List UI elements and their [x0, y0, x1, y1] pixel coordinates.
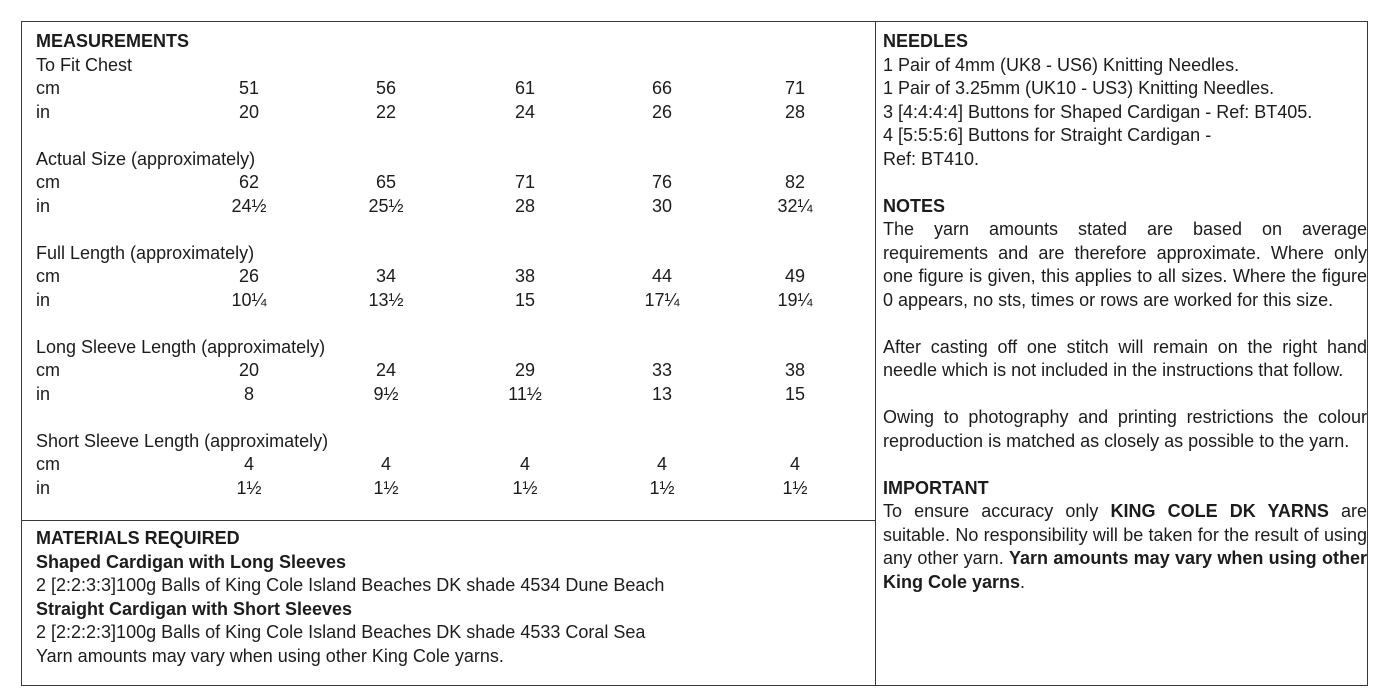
needles-line: 3 [4:4:4:4] Buttons for Shaped Cardigan - Ref: BT405. — [883, 101, 1313, 122]
size-value: 25½ — [368, 195, 404, 216]
size-value: 76 — [651, 172, 673, 192]
size-value: 1½ — [373, 477, 399, 498]
size-value: 32¼ — [777, 195, 813, 216]
measurement-row — [36, 195, 866, 219]
notes-heading: NOTES — [883, 195, 946, 216]
size-value: 28 — [784, 101, 806, 122]
section-title: Short Sleeve Length (approximately) — [36, 430, 329, 451]
size-value: 62 — [238, 172, 260, 192]
size-value: 19¼ — [777, 289, 813, 310]
size-value: 17¼ — [644, 289, 680, 310]
notes-paragraph: The yarn amounts stated are based on average requirements and are therefore approximate. Where only one figure is given, this applies to all sizes. Where the figure 0 appears, no sts, times or rows are worked for this size. — [883, 219, 1367, 310]
unit-label: cm — [36, 360, 60, 380]
size-value: 51 — [238, 78, 260, 98]
unit-label: in — [36, 195, 51, 216]
size-value: 13½ — [368, 289, 404, 310]
shaped-cardigan-yarn: 2 [2:2:3:3]100g Balls of King Cole Island Beaches DK shade 4534 Dune Beach — [36, 575, 665, 595]
unit-label: cm — [36, 266, 60, 286]
measurement-row — [36, 77, 866, 101]
unit-label: cm — [36, 172, 60, 192]
size-value: 28 — [514, 195, 536, 216]
size-value: 66 — [651, 78, 673, 98]
unit-label: cm — [36, 454, 60, 474]
size-value: 4 — [243, 454, 254, 474]
materials-heading: MATERIALS REQUIRED — [36, 528, 240, 548]
size-value: 4 — [380, 454, 391, 474]
size-value: 33 — [651, 360, 673, 380]
notes-paragraph: After casting off one stitch will remain on the right hand needle which is not included in the instructions that follow. — [883, 336, 1367, 380]
size-value: 4 — [789, 454, 800, 474]
size-value: 1½ — [236, 477, 262, 498]
size-value: 24 — [514, 101, 536, 122]
important-text: . — [1020, 571, 1026, 592]
size-value: 44 — [651, 266, 673, 286]
section-divider — [21, 520, 876, 521]
size-value: 10¼ — [231, 289, 267, 310]
needles-heading: NEEDLES — [883, 31, 969, 51]
measurement-row — [36, 359, 866, 383]
measurement-row — [36, 477, 866, 501]
size-value: 9½ — [373, 383, 399, 404]
size-value: 1½ — [512, 477, 538, 498]
size-value: 34 — [375, 266, 397, 286]
straight-cardigan-title: Straight Cardigan with Short Sleeves — [36, 598, 353, 619]
size-value: 71 — [514, 172, 536, 192]
size-value: 4 — [656, 454, 667, 474]
important-bold: Yarn amounts may vary when using other King Cole yarns — [883, 548, 1367, 592]
important-text: are suitable. No responsibility will be taken for the result of using any other yarn. — [883, 501, 1367, 568]
size-value: 1½ — [782, 477, 808, 498]
size-value: 8 — [243, 383, 254, 404]
measurement-row — [36, 171, 866, 195]
important-text: To ensure accuracy only — [883, 501, 1111, 521]
size-value: 71 — [784, 78, 806, 98]
size-value: 20 — [238, 101, 260, 122]
unit-label: in — [36, 289, 51, 310]
important-paragraph — [883, 500, 1367, 594]
size-value: 13 — [651, 383, 673, 404]
size-value: 1½ — [649, 477, 675, 498]
size-value: 26 — [238, 266, 260, 286]
measurement-row — [36, 265, 866, 289]
straight-cardigan-yarn: 2 [2:2:2:3]100g Balls of King Cole Island Beaches DK shade 4533 Coral Sea — [36, 622, 646, 642]
important-bold: KING COLE DK YARNS — [1110, 501, 1329, 521]
shaped-cardigan-title: Shaped Cardigan with Long Sleeves — [36, 551, 347, 572]
size-value: 15 — [784, 383, 806, 404]
measurements-heading: MEASUREMENTS — [36, 31, 190, 51]
size-value: 15 — [514, 289, 536, 310]
measurements-section — [36, 30, 866, 500]
size-value: 65 — [375, 172, 397, 192]
size-value: 24½ — [231, 195, 267, 216]
size-value: 38 — [514, 266, 536, 286]
right-column — [883, 30, 1367, 594]
section-title: To Fit Chest — [36, 54, 133, 75]
needles-line: 1 Pair of 3.25mm (UK10 - US3) Knitting Needles. — [883, 78, 1275, 98]
size-value: 56 — [375, 78, 397, 98]
needles-line: 4 [5:5:5:6] Buttons for Straight Cardigan - — [883, 125, 1212, 145]
notes-paragraph: Owing to photography and printing restrictions the colour reproduction is matched as closely as possible to the yarn. — [883, 407, 1367, 451]
size-value: 82 — [784, 172, 806, 192]
measurement-row — [36, 101, 866, 125]
materials-note: Yarn amounts may vary when using other King Cole yarns. — [36, 645, 504, 666]
important-heading: IMPORTANT — [883, 477, 989, 498]
size-value: 61 — [514, 78, 536, 98]
unit-label: in — [36, 477, 51, 498]
section-title: Long Sleeve Length (approximately) — [36, 336, 326, 357]
size-value: 4 — [519, 454, 530, 474]
column-divider — [875, 21, 876, 686]
size-value: 11½ — [508, 383, 542, 404]
measurement-row — [36, 453, 866, 477]
unit-label: in — [36, 101, 51, 122]
size-value: 49 — [784, 266, 806, 286]
materials-section — [36, 527, 866, 668]
unit-label: cm — [36, 78, 60, 98]
measurement-row — [36, 289, 866, 313]
section-title: Actual Size (approximately) — [36, 148, 256, 169]
needles-line: 1 Pair of 4mm (UK8 - US6) Knitting Needles. — [883, 54, 1240, 75]
size-value: 29 — [514, 360, 536, 380]
size-value: 38 — [784, 360, 806, 380]
needles-line: Ref: BT410. — [883, 148, 980, 169]
size-value: 20 — [238, 360, 260, 380]
measurement-row — [36, 383, 866, 407]
size-value: 30 — [651, 195, 673, 216]
size-value: 26 — [651, 101, 673, 122]
size-value: 22 — [375, 101, 397, 122]
unit-label: in — [36, 383, 51, 404]
size-value: 24 — [375, 360, 397, 380]
section-title: Full Length (approximately) — [36, 242, 255, 263]
